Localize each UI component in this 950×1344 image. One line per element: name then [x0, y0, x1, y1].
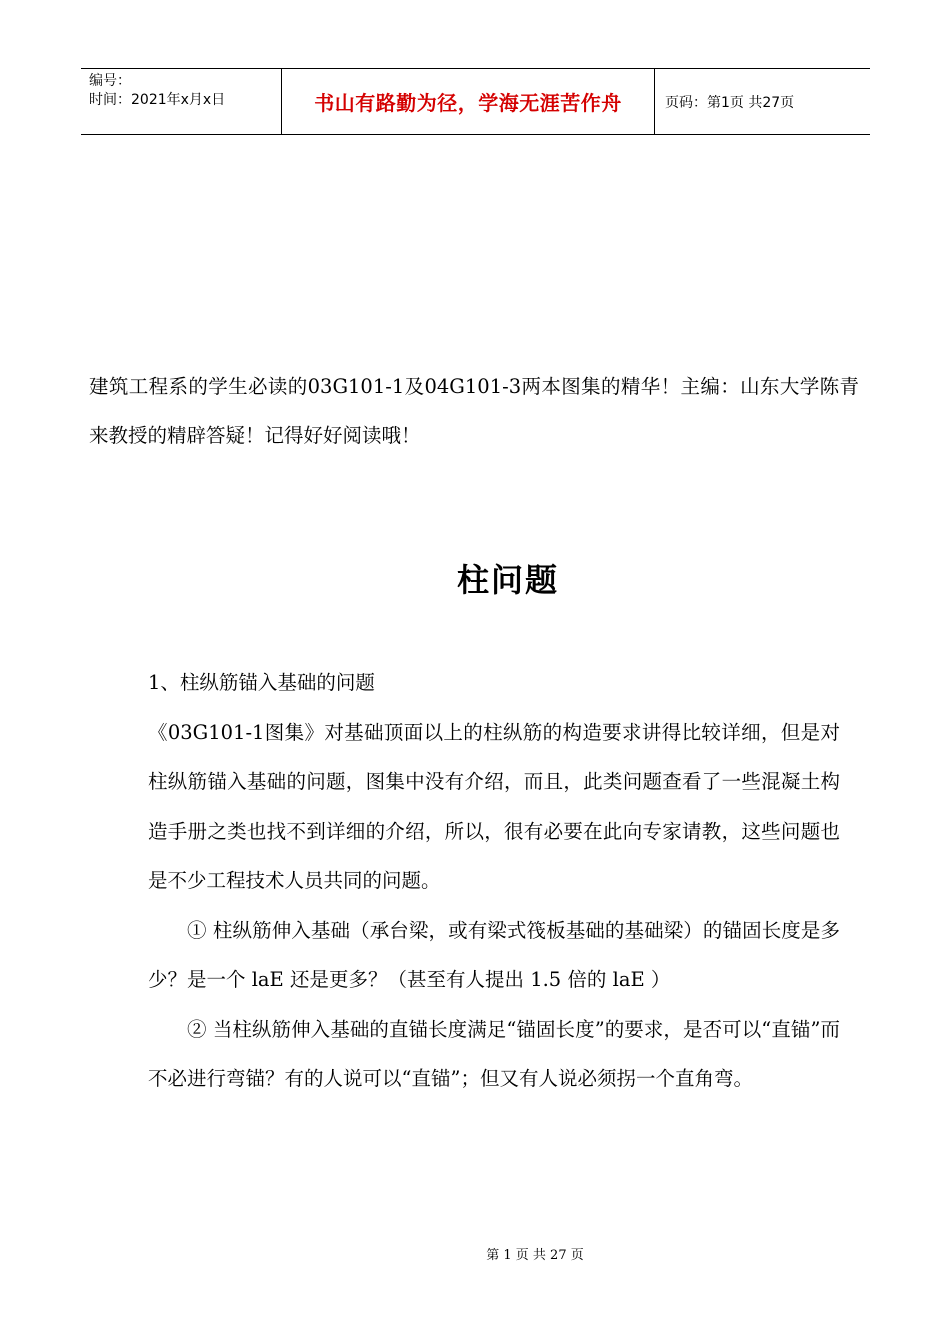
section-title: 柱问题	[456, 561, 559, 599]
header-page-info: 页码：第1页 共27页	[665, 94, 795, 111]
document-number-label: 编号：	[89, 73, 131, 89]
question-1: ① 柱纵筋伸入基础（承台梁，或有梁式筏板基础的基础梁）的锚固长度是多少？是一个 laE 还是更多？（甚至有人提出 1.5 倍的 laE ）	[148, 918, 840, 991]
section-heading: 1、柱纵筋锚入基础的问题	[148, 671, 375, 694]
document-body	[148, 658, 840, 1104]
question-2: ② 当柱纵筋伸入基础的直锚长度满足“锚固长度”的要求，是否可以“直锚”而不必进行弯锚？有的人说可以“直锚”；但又有人说必须拐一个直角弯。	[148, 1017, 840, 1090]
body-paragraph: 《03G101-1图集》对基础顶面以上的柱纵筋的构造要求讲得比较详细，但是对柱纵筋锚入基础的问题，图集中没有介绍，而且，此类问题查看了一些混凝土构造手册之类也找不到详细的介绍，所以，很有必要在此向专家请教，这些问题也是不少工程技术人员共同的问题。	[148, 720, 840, 892]
page-header	[81, 68, 870, 135]
header-motto: 书山有路勤为径，学海无涯苦作舟	[282, 69, 655, 134]
document-time-label: 时间：2021年x月x日	[89, 92, 226, 108]
page-footer: 第 1 页 共 27 页	[486, 1248, 584, 1263]
intro-paragraph: 建筑工程系的学生必读的03G101-1及04G101-3两本图集的精华！主编：山东大学陈青来教授的精辟答疑！记得好好阅读哦！	[89, 375, 859, 447]
header-meta	[81, 69, 282, 134]
